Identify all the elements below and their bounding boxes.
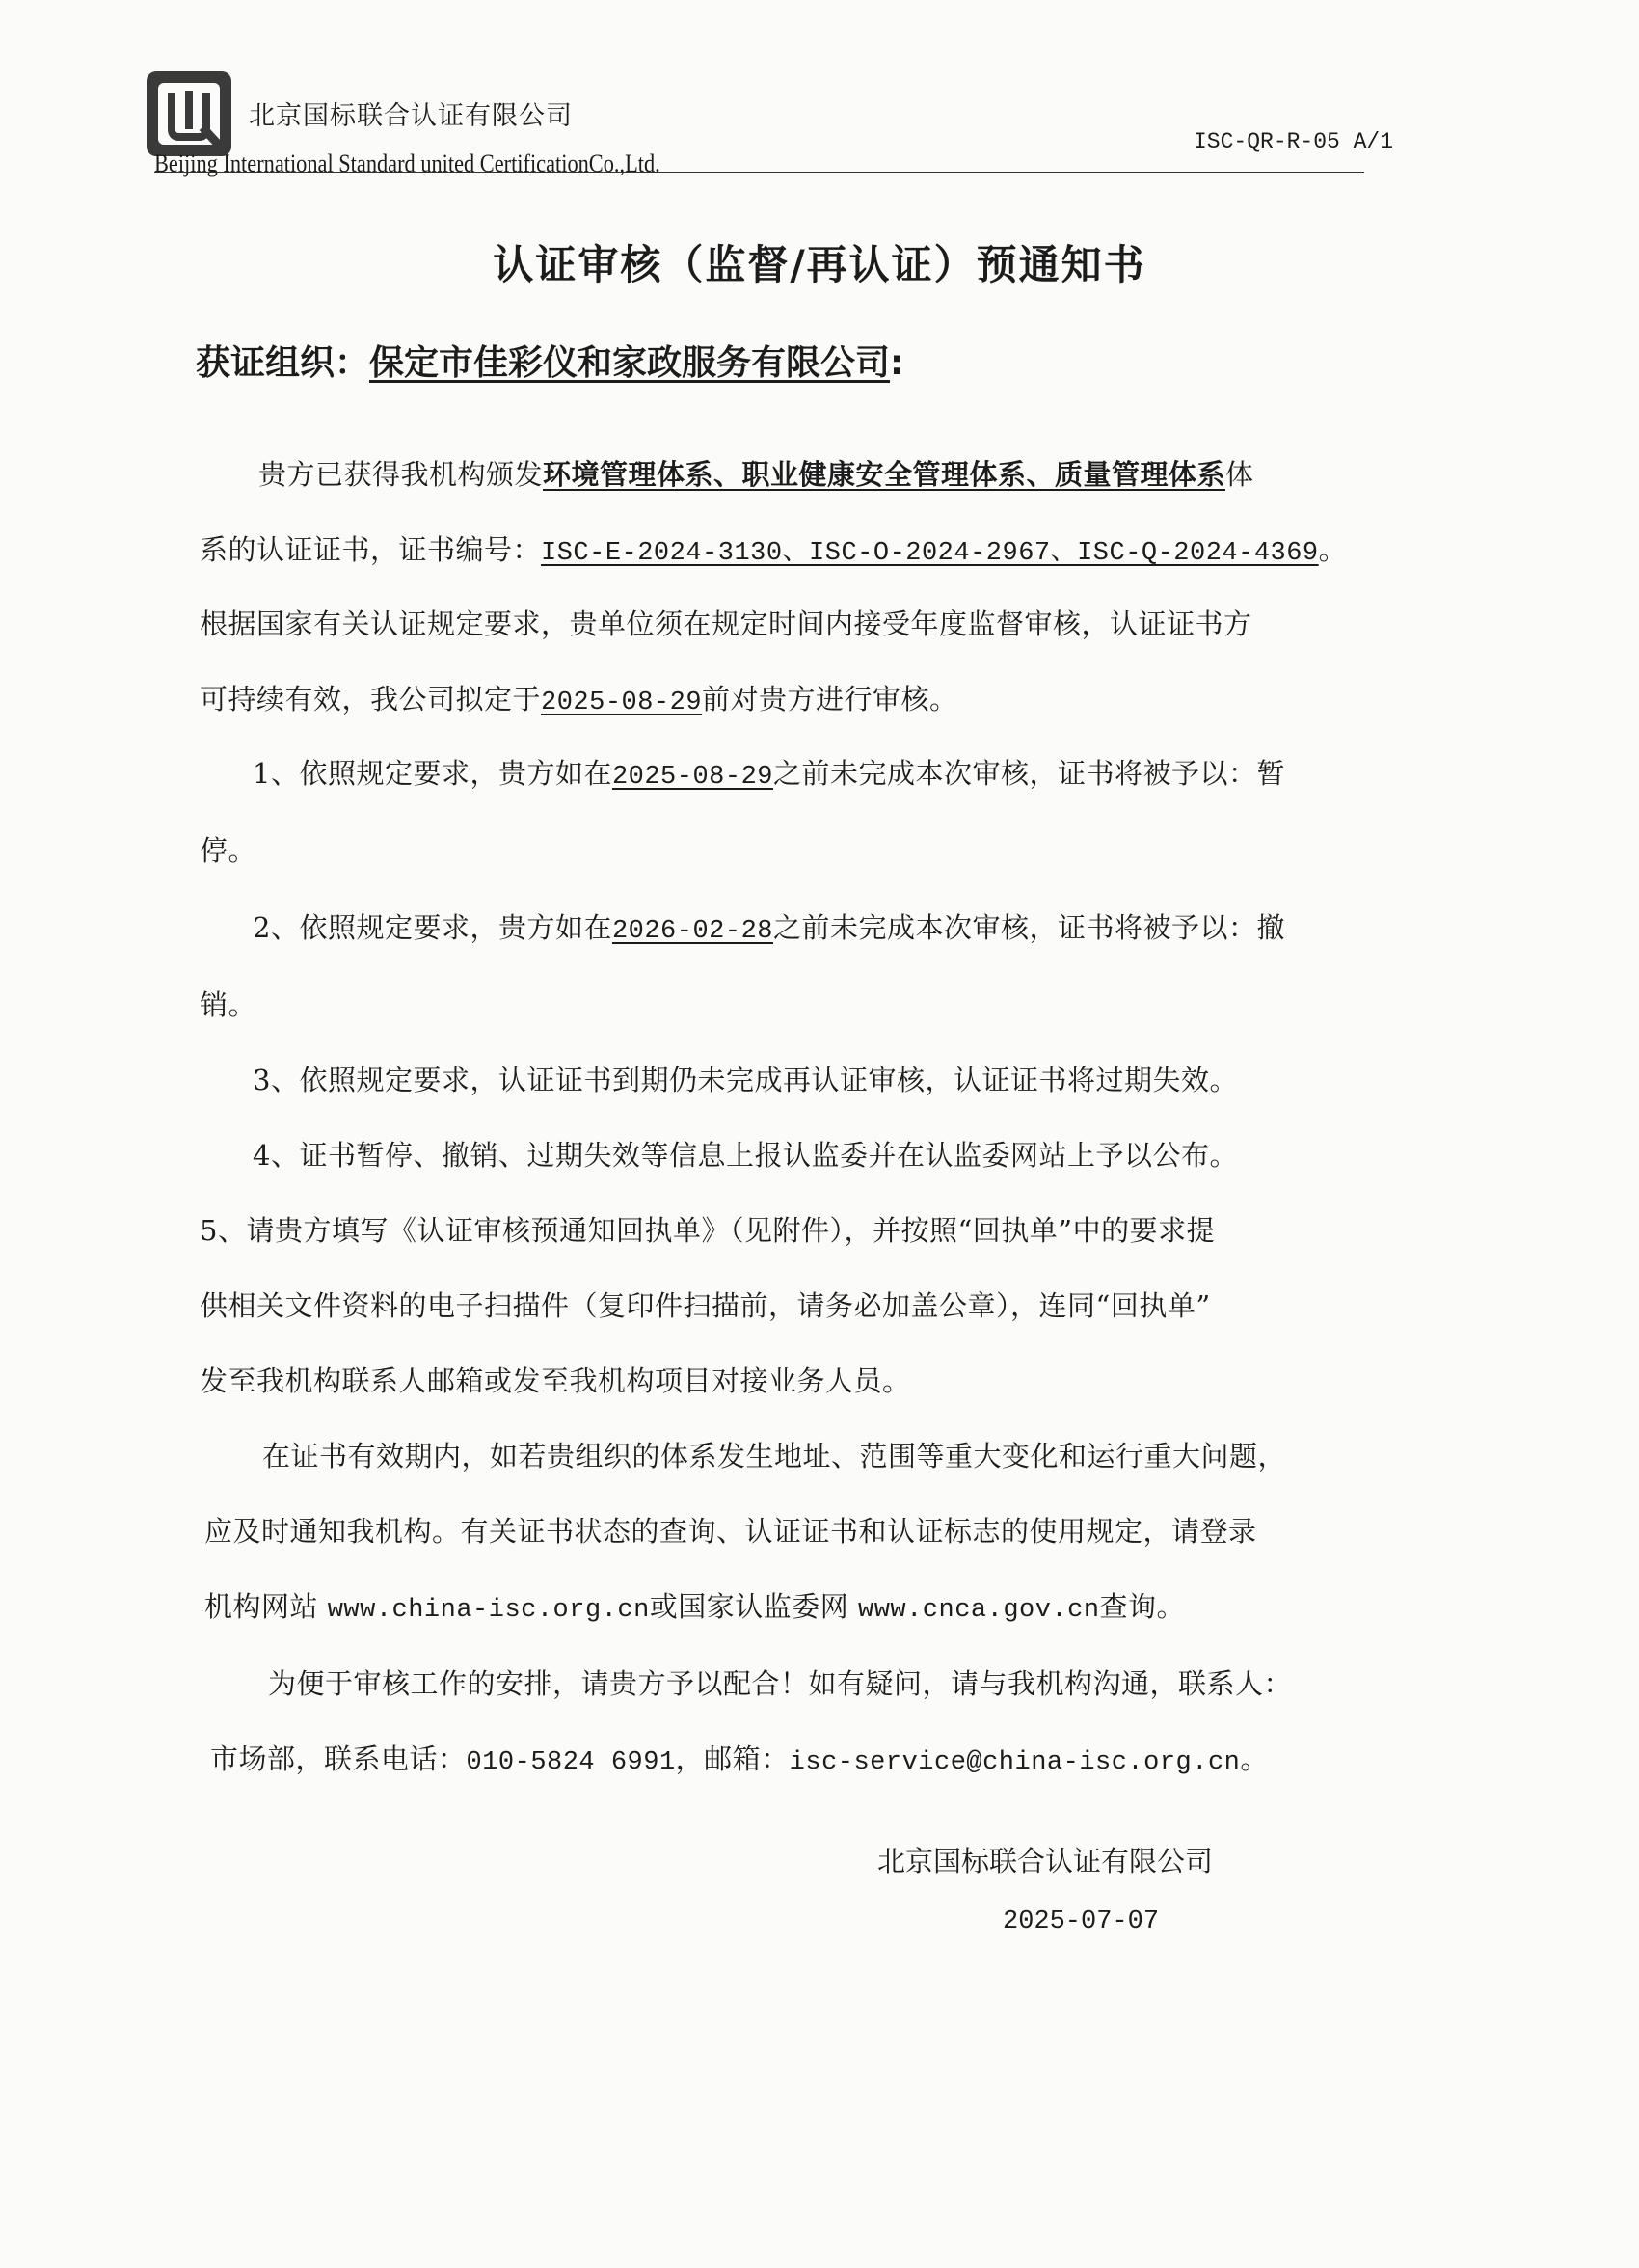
para3-text: ，邮箱： xyxy=(675,1742,790,1775)
item5-line3: 发至我机构联系人邮箱或发至我机构项目对接业务人员。 xyxy=(200,1364,911,1397)
para1-text: 系的认证证书，证书编号： xyxy=(200,533,542,566)
document-title: 认证审核（监督/再认证）预通知书 xyxy=(493,241,1146,288)
contact-email-link[interactable]: isc-service@china-isc.org.cn xyxy=(789,1748,1241,1777)
para1-text: 可持续有效，我公司拟定于 xyxy=(200,683,542,716)
para3-line1: 为便于审核工作的安排，请贵方予以配合！如有疑问，请与我机构沟通，联系人： xyxy=(268,1667,1293,1700)
recipient-label: 获证组织： xyxy=(196,343,370,383)
document-code: ISC-QR-R-05 A/1 xyxy=(1194,129,1394,154)
para1-line4 xyxy=(200,678,958,717)
cnca-website-link[interactable]: www.cnca.gov.cn xyxy=(858,1596,1100,1625)
header-divider xyxy=(154,172,1364,173)
para1-text: 贵方已获得我机构颁发 xyxy=(258,458,544,491)
recipient-organization: 保定市佳彩仪和家政服务有限公司 xyxy=(369,343,891,383)
contact-phone: 010-5824 6991 xyxy=(466,1748,676,1777)
para2-text: 机构网站 xyxy=(204,1590,328,1623)
para1-text: 体 xyxy=(1225,458,1254,491)
para1-text: 前对贵方进行审核。 xyxy=(702,683,958,716)
para2-line3 xyxy=(204,1585,1185,1625)
para3-text: 市场部，联系电话： xyxy=(210,1742,467,1775)
recipient-suffix: : xyxy=(890,343,904,383)
item2-text: 2、依照规定要求，贵方如在 xyxy=(253,911,612,944)
item2-text: 之前未完成本次审核，证书将被予以：撤 xyxy=(772,911,1285,944)
item5-line1: 5、请贵方填写《认证审核预通知回执单》（见附件），并按照“回执单”中的要求提 xyxy=(200,1214,1216,1247)
revocation-date: 2026-02-28 xyxy=(611,917,773,946)
company-logo-icon xyxy=(145,69,233,158)
certificate-numbers: ISC-E-2024-3130、ISC-O-2024-2967、ISC-Q-2024-4369 xyxy=(541,539,1319,568)
para2-line2: 应及时通知我机构。有关证书状态的查询、认证证书和认证标志的使用规定，请登录 xyxy=(204,1515,1257,1548)
item2-line1 xyxy=(253,906,1285,946)
item4: 4、证书暂停、撤销、过期失效等信息上报认监委并在认监委网站上予以公布。 xyxy=(253,1139,1238,1172)
management-systems: 环境管理体系、职业健康安全管理体系、质量管理体系 xyxy=(543,458,1226,491)
audit-deadline-date: 2025-08-29 xyxy=(541,688,703,717)
para1-line3: 根据国家有关认证规定要求，贵单位须在规定时间内接受年度监督审核，认证证书方 xyxy=(200,608,1252,640)
item1-line2: 停。 xyxy=(200,834,257,867)
signature-date: 2025-07-07 xyxy=(1003,1907,1160,1936)
item1-line1 xyxy=(253,752,1285,792)
para3-line2 xyxy=(210,1738,1269,1777)
item5-line2: 供相关文件资料的电子扫描件（复印件扫描前，请务必加盖公章），连同“回执单” xyxy=(200,1289,1211,1322)
isc-website-link[interactable]: www.china-isc.org.cn xyxy=(327,1596,650,1625)
para1-line2 xyxy=(200,528,1347,568)
para2-line1: 在证书有效期内，如若贵组织的体系发生地址、范围等重大变化和运行重大问题， xyxy=(262,1440,1287,1472)
item3: 3、依照规定要求，认证证书到期仍未完成再认证审核，认证证书将过期失效。 xyxy=(253,1064,1238,1096)
para3-text: 。 xyxy=(1240,1742,1269,1775)
item2-line2: 销。 xyxy=(200,988,257,1021)
header-company-name: 北京国标联合认证有限公司 xyxy=(249,101,573,131)
signature-company: 北京国标联合认证有限公司 xyxy=(877,1845,1214,1877)
para1-text: 。 xyxy=(1318,533,1348,566)
recipient-line xyxy=(196,336,903,385)
para2-text: 查询。 xyxy=(1099,1590,1186,1623)
item1-text: 之前未完成本次审核，证书将被予以：暂 xyxy=(772,757,1285,790)
para2-text: 或国家认监委网 xyxy=(649,1590,858,1623)
header-company-name-en: Beijing International Standard united CertificationCo.,Ltd. xyxy=(154,149,660,177)
suspension-date: 2025-08-29 xyxy=(611,763,773,792)
item1-text: 1、依照规定要求，贵方如在 xyxy=(253,757,612,790)
para1-line1 xyxy=(258,453,1254,493)
